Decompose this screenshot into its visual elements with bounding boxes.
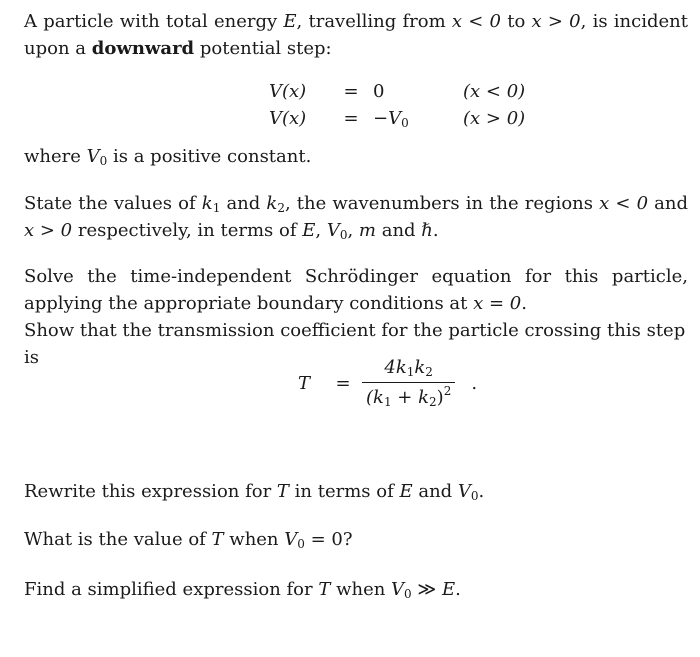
k1-symbol: k <box>201 193 213 214</box>
state-text: State the values of <box>24 193 202 214</box>
equation-rhs: 0 <box>373 81 385 102</box>
solve-line <box>24 263 688 317</box>
fraction-denominator <box>362 383 455 410</box>
intro-paragraph <box>24 8 688 62</box>
intro-text: A particle with total energy <box>24 11 284 32</box>
energy-symbol: E <box>283 11 297 32</box>
equation-rhs <box>373 105 463 132</box>
subscript: 2 <box>425 364 433 379</box>
equals-sign: = <box>335 372 351 394</box>
equals-sign: = <box>343 81 359 102</box>
transmission-equation <box>298 353 477 413</box>
where-paragraph <box>24 143 311 170</box>
solve-text: . <box>521 293 527 314</box>
subscript: 1 <box>212 201 221 215</box>
value-question <box>24 526 353 553</box>
equation-row <box>269 78 525 105</box>
denominator-term: (k <box>366 386 384 408</box>
state-text: and <box>220 193 267 214</box>
potential-step-equations <box>269 78 525 132</box>
energy-symbol: E <box>302 220 316 241</box>
intro-text: to <box>501 11 532 32</box>
v0-symbol: V <box>457 481 471 502</box>
state-text: , <box>347 220 359 241</box>
transmission-symbol: T <box>276 481 289 502</box>
subscript: 1 <box>383 394 392 409</box>
subscript: 1 <box>406 364 415 379</box>
v0-symbol: V <box>326 220 340 241</box>
rewrite-paragraph <box>24 478 484 505</box>
v0-symbol: V <box>284 529 298 550</box>
state-text: , <box>315 220 327 241</box>
downward-emphasis: downward <box>91 38 195 59</box>
superscript: 2 <box>443 383 452 398</box>
denominator-term: + k <box>391 386 430 408</box>
value-text: when <box>223 529 285 550</box>
subscript: 2 <box>429 394 437 409</box>
trailing-period: . <box>471 372 478 394</box>
state-text: , the wavenumbers in the regions <box>284 193 600 214</box>
subscript: 0 <box>297 537 305 551</box>
mass-symbol: m <box>358 220 376 241</box>
subscript: 0 <box>401 116 409 130</box>
transmission-symbol: T <box>211 529 224 550</box>
value-text: What is the value of <box>24 529 212 550</box>
equation-lhs: V(x) <box>269 108 307 129</box>
subscript: 0 <box>339 228 348 242</box>
v0-symbol: V <box>86 146 100 167</box>
equation-rhs-symbol: −V <box>373 108 402 129</box>
subscript: 2 <box>277 201 285 215</box>
simplify-question <box>24 576 461 603</box>
intro-text: , is incident upon a <box>24 11 688 59</box>
where-text: is a positive constant. <box>107 146 312 167</box>
transmission-symbol: T <box>318 579 331 600</box>
rewrite-text: . <box>478 481 485 502</box>
subscript: 0 <box>99 154 108 168</box>
rewrite-text: in terms of <box>288 481 400 502</box>
simplify-text: when <box>330 579 392 600</box>
much-greater-sign: ≫ <box>411 579 442 600</box>
where-text: where <box>24 146 87 167</box>
state-text: respectively, in terms of <box>72 220 303 241</box>
v0-symbol: V <box>391 579 405 600</box>
fraction-numerator <box>380 357 437 382</box>
rewrite-text: Rewrite this expression for <box>24 481 277 502</box>
region-right-condition: x > 0 <box>531 11 581 32</box>
state-text: . <box>432 220 439 241</box>
show-line: Show that the transmission coefficient for the particle crossing this step is <box>24 320 686 368</box>
equals-sign: = <box>343 108 359 129</box>
subscript: 0 <box>470 489 479 503</box>
region-left-condition: x < 0 <box>451 11 501 32</box>
transmission-symbol: T <box>298 372 311 394</box>
state-text: and <box>375 220 422 241</box>
boundary-condition: x = 0 <box>473 293 522 314</box>
equation-row <box>269 105 525 132</box>
simplify-text: Find a simplified expression for <box>24 579 319 600</box>
equation-lhs: V(x) <box>269 81 307 102</box>
rewrite-text: and <box>412 481 458 502</box>
intro-text: potential step: <box>194 38 332 59</box>
subscript: 0 <box>404 587 412 601</box>
equation-condition: (x > 0) <box>463 108 526 129</box>
energy-symbol: E <box>399 481 413 502</box>
problem-document <box>24 8 689 601</box>
solve-text: Solve the time-independent Schrödinger equation for this particle, applying the appropriate boundary conditions at <box>24 266 688 314</box>
intro-text: , travelling from <box>296 11 452 32</box>
region-left-condition: x < 0 <box>599 193 649 214</box>
equation-condition: (x < 0) <box>463 81 526 102</box>
transmission-fraction <box>362 357 455 410</box>
k2-symbol: k <box>266 193 278 214</box>
hbar-symbol: ℏ <box>421 220 433 241</box>
state-paragraph <box>24 190 688 244</box>
numerator-term: k <box>414 356 426 378</box>
denominator-term: ) <box>436 386 444 408</box>
energy-symbol: E <box>441 579 456 600</box>
value-text: = 0? <box>304 529 353 550</box>
numerator-term: 4k <box>384 356 407 378</box>
simplify-text: . <box>455 579 461 600</box>
region-right-condition: x > 0 <box>24 220 73 241</box>
state-text: and <box>648 193 689 214</box>
